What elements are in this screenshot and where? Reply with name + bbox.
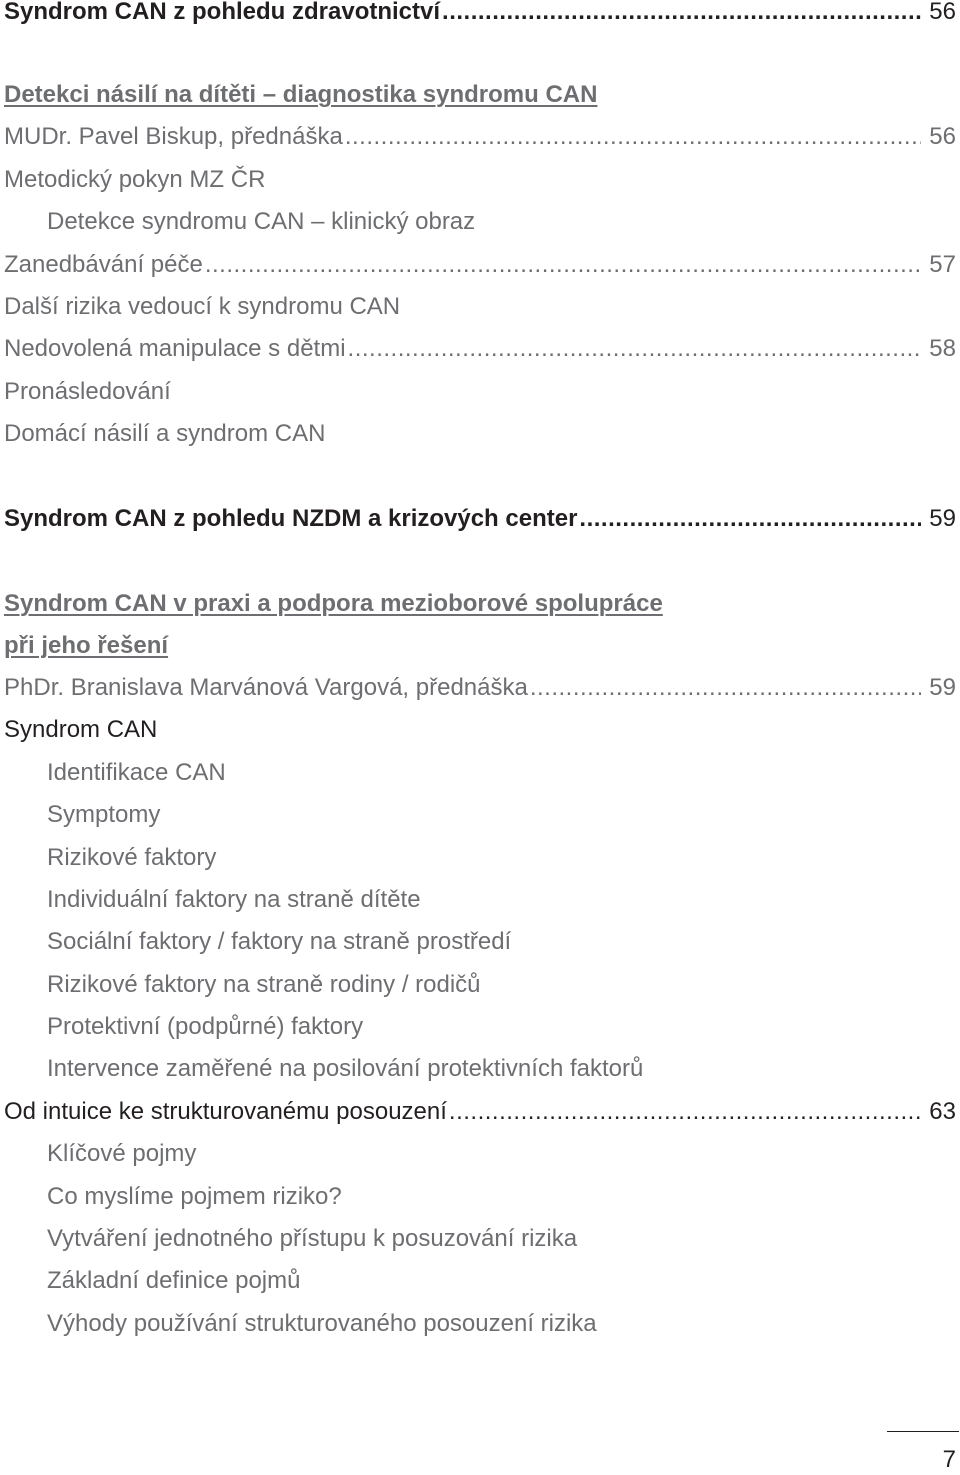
- toc-entry[interactable]: [4, 372, 956, 412]
- toc-entry-title: při jeho řešení: [4, 632, 169, 659]
- toc-entry-title: Intervence zaměřené na posilování protektivních faktorů: [47, 1055, 644, 1082]
- toc-subentry[interactable]: [47, 1007, 956, 1047]
- toc-entry-title: Rizikové faktory na straně rodiny / rodičů: [47, 971, 481, 998]
- toc-entry-title: Pronásledování: [4, 378, 171, 405]
- toc-section-heading[interactable]: [4, 626, 956, 666]
- toc-subentry[interactable]: [47, 1134, 956, 1174]
- leader-dots: [442, 0, 921, 32]
- toc-entry-title: Symptomy: [47, 801, 161, 828]
- toc-subentry[interactable]: [47, 1304, 956, 1344]
- toc-entry[interactable]: [4, 287, 956, 327]
- toc-subentry[interactable]: [47, 838, 956, 878]
- toc-subentry[interactable]: [47, 1261, 956, 1301]
- toc-entry-title: Individuální faktory na straně dítěte: [47, 886, 421, 913]
- leader-dots: [579, 499, 921, 539]
- toc-subentry[interactable]: [47, 202, 956, 242]
- toc-entry-title: Protektivní (podpůrné) faktory: [47, 1013, 364, 1040]
- toc-subentry[interactable]: [47, 965, 956, 1005]
- toc-entry-title: Další rizika vedoucí k syndromu CAN: [4, 293, 401, 320]
- toc-entry-title: Co myslíme pojmem riziko?: [47, 1183, 342, 1210]
- leader-dots: [348, 329, 922, 369]
- toc-entry[interactable]: [4, 1092, 956, 1132]
- toc-subentry[interactable]: [47, 1177, 956, 1217]
- toc-entry-page: 58: [929, 335, 956, 362]
- toc-entry-title: MUDr. Pavel Biskup, přednáška: [4, 123, 343, 150]
- toc-entry[interactable]: [4, 710, 956, 750]
- toc-entry-title: Metodický pokyn MZ ČR: [4, 166, 266, 193]
- toc-entry-title: Syndrom CAN: [4, 716, 158, 743]
- toc-subentry[interactable]: [47, 922, 956, 962]
- toc-entry-page: 59: [929, 505, 956, 532]
- toc-entry-page: 56: [929, 123, 956, 150]
- page-number: 7: [942, 1446, 956, 1473]
- toc-entry-title: Syndrom CAN v praxi a podpora mezioborové spolupráce: [4, 590, 663, 617]
- leader-dots: [205, 245, 921, 285]
- toc-entry-page: 57: [929, 251, 956, 278]
- toc-entry[interactable]: [4, 245, 956, 285]
- toc-entry-title: Syndrom CAN z pohledu NZDM a krizových center: [4, 505, 578, 532]
- toc-entry[interactable]: [4, 117, 956, 157]
- toc-entry-title: Zanedbávání péče: [4, 251, 203, 278]
- leader-dots: [345, 117, 921, 157]
- footer-rule: [887, 1431, 959, 1432]
- toc-entry-title: Vytváření jednotného přístupu k posuzování rizika: [47, 1225, 578, 1252]
- toc-entry-title: Sociální faktory / faktory na straně prostředí: [47, 928, 512, 955]
- toc-entry-heading[interactable]: [4, 0, 956, 32]
- leader-dots: [449, 1092, 921, 1132]
- toc-entry[interactable]: [4, 414, 956, 454]
- toc-entry-heading[interactable]: [4, 499, 956, 539]
- toc-entry-title: Klíčové pojmy: [47, 1140, 197, 1167]
- toc-entry-title: Identifikace CAN: [47, 759, 226, 786]
- toc-subentry[interactable]: [47, 1219, 956, 1259]
- toc-entry-page: 56: [929, 0, 956, 25]
- toc-section-heading[interactable]: [4, 584, 956, 624]
- toc-subentry[interactable]: [47, 1049, 956, 1089]
- toc-entry-title: Syndrom CAN z pohledu zdravotnictví: [4, 0, 441, 25]
- toc-entry-title: Detekce syndromu CAN – klinický obraz: [47, 208, 476, 235]
- toc-subentry[interactable]: [47, 753, 956, 793]
- toc-subentry[interactable]: [47, 880, 956, 920]
- leader-dots: [530, 668, 921, 708]
- toc-subentry[interactable]: [47, 795, 956, 835]
- toc-entry[interactable]: [4, 160, 956, 200]
- toc-entry-page: 63: [929, 1098, 956, 1125]
- toc-entry-title: Detekci násilí na dítěti – diagnostika syndromu CAN: [4, 81, 598, 108]
- toc-entry-title: Domácí násilí a syndrom CAN: [4, 420, 326, 447]
- toc-entry-title: PhDr. Branislava Marvánová Vargová, přednáška: [4, 674, 528, 701]
- toc-entry[interactable]: [4, 329, 956, 369]
- toc-section-heading[interactable]: [4, 75, 956, 115]
- toc-entry[interactable]: [4, 668, 956, 708]
- toc-entry-title: Od intuice ke strukturovanému posouzení: [4, 1098, 447, 1125]
- toc-entry-title: Rizikové faktory: [47, 844, 217, 871]
- toc-entry-title: Nedovolená manipulace s dětmi: [4, 335, 346, 362]
- toc-entry-title: Výhody používání strukturovaného posouzení rizika: [47, 1310, 597, 1337]
- toc-entry-title: Základní definice pojmů: [47, 1267, 301, 1294]
- toc-entry-page: 59: [929, 674, 956, 701]
